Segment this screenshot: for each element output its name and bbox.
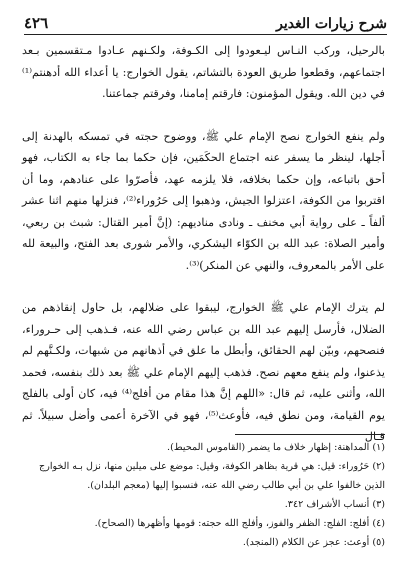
page-header <box>24 6 387 32</box>
page-number: ٤٢٦ <box>24 14 49 32</box>
main-text <box>22 40 385 448</box>
footnote: (١) المداهنة: إظهار خلاف ما يضمر (القاموس المحيط). <box>167 442 385 453</box>
paragraph-spacer <box>22 276 385 297</box>
paragraph: ولم ينفع الخوارج نصح الإمام علي ﷺ، ووضوح حجته في تمسكه بالهدنة إلى أجلها، لينظر ما يسفر عنه اجتماع الحكَمَين، فإن حكما بما جاء به الكتاب، فهو أحق باتباعه، وإن حكما بخلافه، فلا يلزمه عهد، فأصرّوا على عنادهم، وما أن اقتربوا من الكوفة، اعتزلوا الجيش، وذهبوا إلى حَرُوراء⁽²⁾، فنزلها منهم اثنا عشر ألفاً ـ على رواية أبي مخنف ـ ونادى مناديهم: (إنَّ أمير القتال: شبث بن ربعي، وأمير الصلاة: عبد الله بن الكوّاء اليشكري، والأمر شورى بعد الفتح، والبيعة لله على الأمر بالمعروف، والنهي عن المنكر)⁽³⁾. <box>22 129 385 272</box>
footnote: (٣) أنساب الأشراف ٣٤٢. <box>284 499 385 510</box>
footnote: (٢) حَرُوراء: قيل: هي قرية بظاهر الكوفة، وقيل: موضع على ميلين منها، نزل بـه الخوارج <box>39 461 385 472</box>
footnotes <box>22 438 385 552</box>
footnote: الذين خالفوا علي بن أبي طالب رضي الله عنه، فنسبوا إليها (معجم البلدان). <box>87 480 385 491</box>
paragraph-spacer <box>22 105 385 126</box>
footnote: (٤) أفلج: الفلج: الظفر والفوز، وأفلج الله حجته: قومها وأظهرها (الصحاح). <box>94 518 385 529</box>
running-title: شرح زيارات الغدير <box>276 16 387 32</box>
header-divider <box>24 34 387 35</box>
paragraph: لم يترك الإمام علي ﷺ الخوارج، ليبقوا على ضلالهم، بل حاول إنقاذهم من الضلال، فأرسل إليهم عبد الله بن عباس رضي الله عنه، فـذهب إلى حـروراء، فنصحهم، وبيّن لهم الحقائق، وأبطل ما علق في أذهانهم من شبهات، ولكـنَّهم لم يذعنوا، ولم ينفع معهم نصح. فذهب إليهم الإمام علي ﷺ بعد ذلك بنفسه، فحمد الله، وأثنى عليه، ثم قال: «اللهم إنَّ هذا مقام من أفلج⁽⁴⁾ فيه، كان أولى بالفلج يوم القيامة، ومن نطق فيه، فأوعث⁽⁵⁾، فهو في الآخرة أعمى وأضل سبيلاً. ثم قـال <box>22 301 386 443</box>
paragraph: بالرحيل، وركب النـاس ليـعودوا إلى الكـوفة، ولكـنهم عـادوا مـتقسمين بـعد اجتماعهم، وقطعوا طريق العودة بالتشاتم، يقول الخوارج: يا أعداء الله أدهنتم⁽¹⁾ في دين الله. ويقول المؤمنون: فارقتم إمامنا، وفرقتم جماعتنا. <box>22 44 385 100</box>
footnote-divider <box>235 434 385 435</box>
footnote: (٥) أوعث: عجز عن الكلام (المنجد). <box>242 537 385 548</box>
